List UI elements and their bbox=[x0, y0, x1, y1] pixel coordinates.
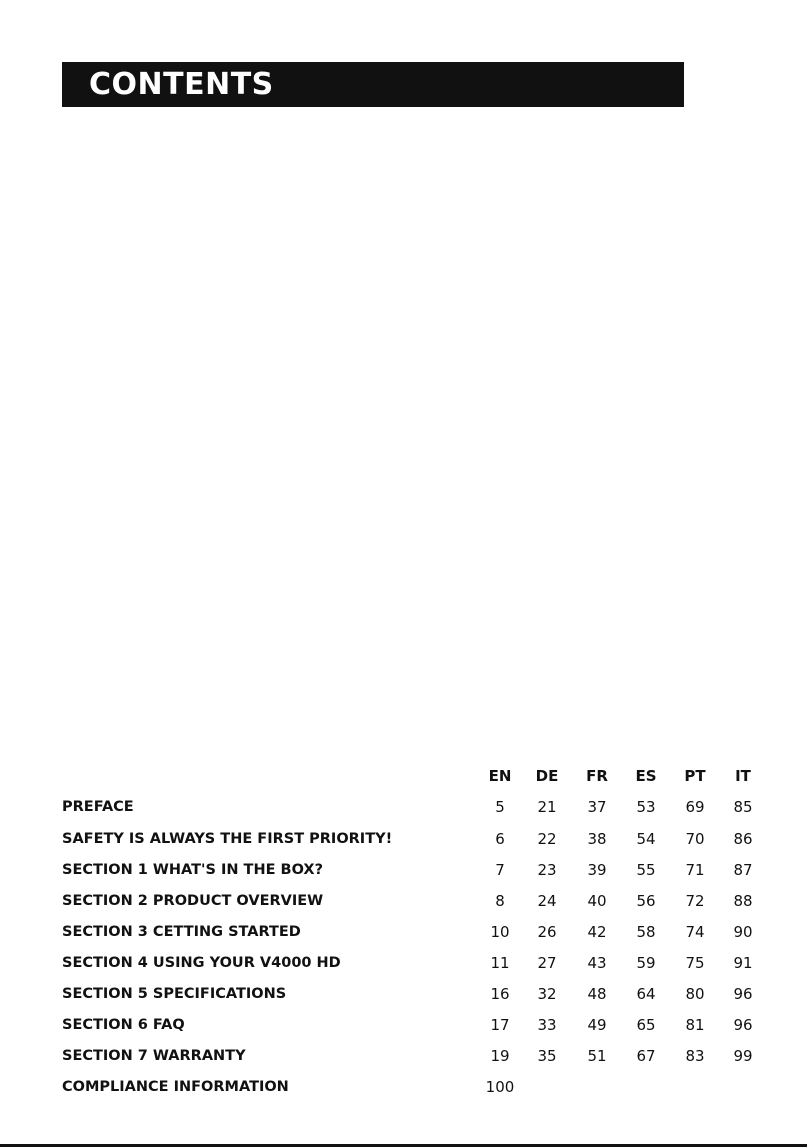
page-number: 83 bbox=[685, 1047, 705, 1065]
toc-entry-title: SECTION 7 WARRANTY bbox=[62, 1048, 246, 1064]
toc-entry bbox=[0, 1015, 807, 1037]
language-header-de: DE bbox=[535, 767, 559, 785]
page-number: 42 bbox=[587, 923, 607, 941]
page-number: 24 bbox=[537, 892, 557, 910]
page-number: 23 bbox=[537, 861, 557, 879]
page-number: 71 bbox=[685, 861, 705, 879]
page-number: 49 bbox=[587, 1016, 607, 1034]
toc-entry-title: SECTION 2 PRODUCT OVERVIEW bbox=[62, 893, 324, 909]
page-number: 58 bbox=[636, 923, 656, 941]
language-header-en: EN bbox=[488, 767, 512, 785]
page-number: 43 bbox=[587, 954, 607, 972]
toc-entry bbox=[0, 860, 807, 882]
page-number: 11 bbox=[490, 954, 510, 972]
page-number: 7 bbox=[495, 861, 505, 879]
toc-entry bbox=[0, 1077, 807, 1099]
page-number: 51 bbox=[587, 1047, 607, 1065]
toc-entry-title: SECTION 6 FAQ bbox=[62, 1017, 185, 1033]
toc-entry-title: PREFACE bbox=[62, 799, 134, 815]
header-bar bbox=[62, 62, 684, 107]
toc-entry bbox=[0, 1046, 807, 1068]
page-number: 37 bbox=[587, 798, 607, 816]
toc-entry bbox=[0, 953, 807, 975]
page-number: 39 bbox=[587, 861, 607, 879]
page-number: 10 bbox=[490, 923, 510, 941]
page-number: 85 bbox=[733, 798, 753, 816]
page-number: 64 bbox=[636, 985, 656, 1003]
page-number: 53 bbox=[636, 798, 656, 816]
page-number: 35 bbox=[537, 1047, 557, 1065]
page-number: 75 bbox=[685, 954, 705, 972]
page-number: 100 bbox=[485, 1078, 515, 1096]
page-number: 54 bbox=[636, 830, 656, 848]
page-number: 86 bbox=[733, 830, 753, 848]
page-number: 22 bbox=[537, 830, 557, 848]
page-number: 74 bbox=[685, 923, 705, 941]
toc-entry-title: COMPLIANCE INFORMATION bbox=[62, 1079, 289, 1095]
page-number: 70 bbox=[685, 830, 705, 848]
page-number: 90 bbox=[733, 923, 753, 941]
page-number: 32 bbox=[537, 985, 557, 1003]
page-number: 65 bbox=[636, 1016, 656, 1034]
page-number: 19 bbox=[490, 1047, 510, 1065]
page-number: 5 bbox=[495, 798, 505, 816]
page-number: 87 bbox=[733, 861, 753, 879]
page-number: 99 bbox=[733, 1047, 753, 1065]
page-number: 8 bbox=[495, 892, 505, 910]
toc-entry bbox=[0, 797, 807, 819]
page-number: 55 bbox=[636, 861, 656, 879]
language-header-row bbox=[0, 766, 807, 788]
language-header-pt: PT bbox=[684, 767, 706, 785]
page-number: 80 bbox=[685, 985, 705, 1003]
page-number: 67 bbox=[636, 1047, 656, 1065]
toc-entry-title: SECTION 1 WHAT'S IN THE BOX? bbox=[62, 862, 323, 878]
page-number: 96 bbox=[733, 1016, 753, 1034]
toc-entry bbox=[0, 922, 807, 944]
page-number: 27 bbox=[537, 954, 557, 972]
page-number: 16 bbox=[490, 985, 510, 1003]
toc-entry-title: SECTION 3 CETTING STARTED bbox=[62, 924, 301, 940]
page-number: 96 bbox=[733, 985, 753, 1003]
page-number: 91 bbox=[733, 954, 753, 972]
page-number: 6 bbox=[495, 830, 505, 848]
page-number: 59 bbox=[636, 954, 656, 972]
page-number: 38 bbox=[587, 830, 607, 848]
page-number: 81 bbox=[685, 1016, 705, 1034]
language-header-it: IT bbox=[735, 767, 751, 785]
toc-entry-title: SECTION 4 USING YOUR V4000 HD bbox=[62, 955, 341, 971]
page-number: 17 bbox=[490, 1016, 510, 1034]
page-title: CONTENTS bbox=[89, 67, 274, 102]
page-number: 40 bbox=[587, 892, 607, 910]
page-number: 56 bbox=[636, 892, 656, 910]
page-number: 48 bbox=[587, 985, 607, 1003]
toc-entry bbox=[0, 829, 807, 851]
language-header-fr: FR bbox=[586, 767, 608, 785]
page-number: 69 bbox=[685, 798, 705, 816]
toc-entry-title: SAFETY IS ALWAYS THE FIRST PRIORITY! bbox=[62, 831, 393, 847]
toc-entry bbox=[0, 891, 807, 913]
page-number: 33 bbox=[537, 1016, 557, 1034]
toc-entry bbox=[0, 984, 807, 1006]
page-number: 72 bbox=[685, 892, 705, 910]
page-number: 26 bbox=[537, 923, 557, 941]
page-number: 21 bbox=[537, 798, 557, 816]
page-number: 88 bbox=[733, 892, 753, 910]
toc-entry-title: SECTION 5 SPECIFICATIONS bbox=[62, 986, 287, 1002]
language-header-es: ES bbox=[635, 767, 657, 785]
